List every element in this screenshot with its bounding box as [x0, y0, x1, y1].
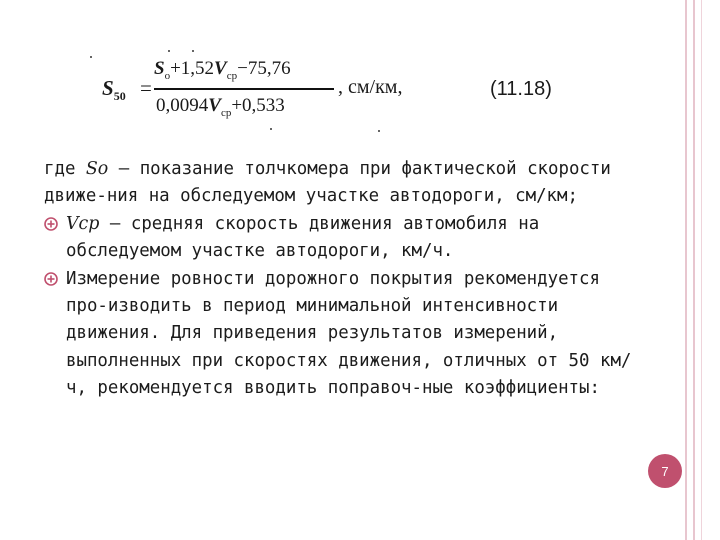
circled-plus-icon — [44, 217, 58, 231]
slide-body — [44, 156, 634, 403]
intro-paragraph: где So — показание толчкомера при фактической скорости движе-ния на обследуемом участке автодороги, см/км; — [44, 159, 611, 207]
scan-speck — [168, 50, 170, 52]
formula-equals: = — [140, 76, 152, 100]
symbol-so: So — [85, 159, 109, 179]
formula-image — [60, 48, 580, 138]
fraction-bar — [154, 88, 334, 90]
scan-speck — [192, 50, 194, 52]
bullet-item: Измерение ровности дорожного покрытия рекомендуется про-изводить в период минимальной интенсивности движения. Для приведения результатов измерений, выполненных при скоростях движения, отличных от 50 км/ч, рекомендуется вводить поправоч-ные коэффициенты: — [44, 266, 634, 403]
frame-line — [685, 0, 687, 540]
symbol-vcp: Vcp — [66, 213, 100, 234]
scan-speck — [378, 130, 380, 132]
scan-speck — [90, 56, 92, 58]
scan-speck — [270, 128, 272, 130]
frame-line — [693, 0, 695, 540]
formula-denominator: $0,0094V_{ср}+0,533$ — [156, 95, 285, 119]
frame-line — [701, 0, 702, 540]
circled-plus-icon — [44, 272, 58, 286]
formula-number: (11.18) — [490, 78, 552, 100]
formula-numerator: $S_o+1,52V_{ср}-75,76$ — [154, 58, 291, 82]
formula-lhs: $S_{50}$ — [102, 76, 126, 104]
bullet-item: Vcp — средняя скорость движения автомобиля на обследуемом участке автодороги, км/ч. — [44, 211, 634, 266]
formula-unit: , см/км, — [338, 76, 403, 98]
page-number-badge: 7 — [648, 454, 682, 488]
